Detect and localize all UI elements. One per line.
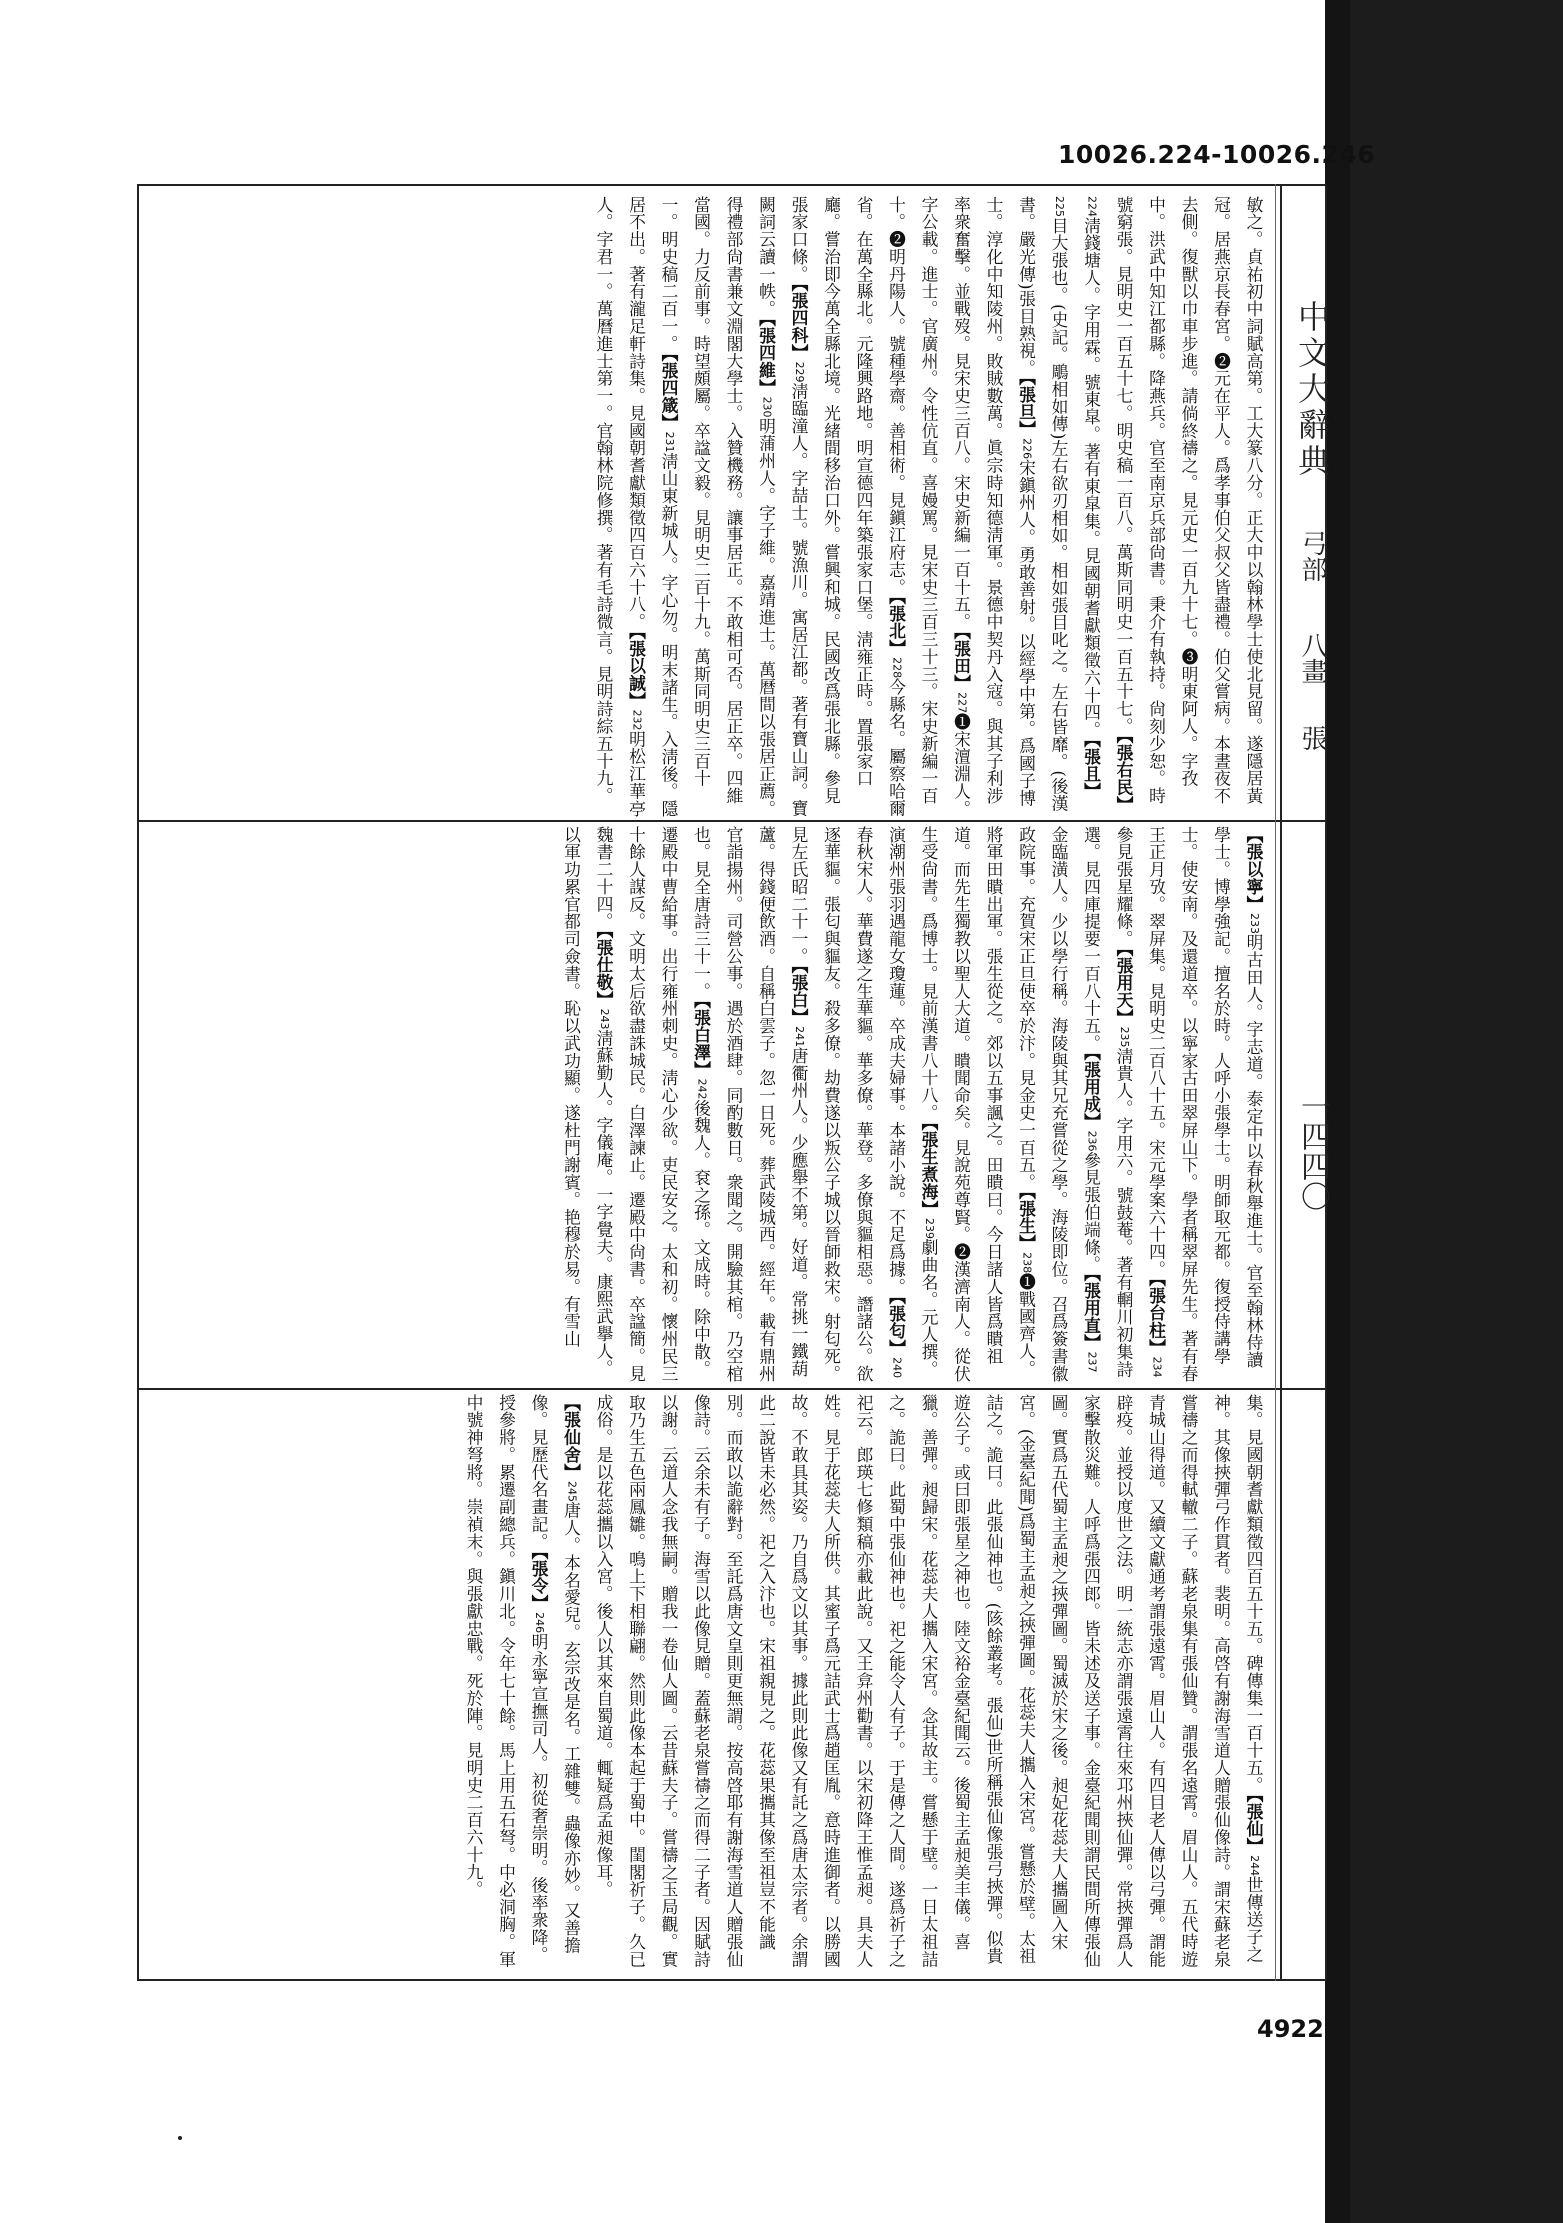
entry-text: ❶戰國齊人。將軍田瞶出軍。張生從之。郊以五事諷之。田瞶曰。今日諸人皆爲瞶祖道。而先生獨教以聖人大道。瞶聞命矣。見說苑尊賢。❷漢濟南人。從伏生受尙書。爲博士。見前漢書八十八。 [919, 826, 1037, 1383]
page-range-label: 10026.224-10026.246 [1058, 140, 1376, 169]
entry-number: 236 [1085, 1130, 1099, 1152]
scan-speck [178, 2136, 182, 2140]
entry-number: 243 [598, 1008, 611, 1030]
entry-number: 226 [1020, 438, 1034, 460]
entry-text: 參見張伯端條。 [1081, 1151, 1102, 1274]
entry-number: 244 [1248, 1855, 1261, 1877]
entry-headword: 【張令】 [529, 1550, 549, 1612]
dictionary-entry [594, 1394, 1264, 1968]
entry-text: 唐衢州人。少應舉不第。好道。常挑一鐵葫蘆。得錢便飲酒。自稱白雲子。忽一日死。葬武陵城西。經年。載有鼎州官詣揚州。司營公事。遇於酒肆。同酌數日。衆聞之。開驗其棺。乃空棺也。見全唐詩三十一。 [691, 826, 809, 1383]
entry-headword: 【張北】 [886, 595, 907, 658]
entry-number: 227 [955, 691, 969, 713]
entry-text: 春秋宋人。華費遂之生華貙。華多僚。華登。多僚與貙相惡。譖諸公。欲逐華貙。張匂與貙友。殺多僚。劫費遂以叛公子城以晉師救宋。射匂死。見左氏昭二十一。 [789, 826, 874, 1383]
entry-headword: 【張用成】 [1081, 1052, 1102, 1131]
entry-headword: 【張匂】 [886, 1295, 907, 1357]
entry-number: 234 [1150, 1356, 1164, 1378]
entry-headword: 【張生煮海】 [919, 1121, 939, 1218]
entry-text: 敏之。貞祐初中詞賦高第。工大篆八分。正大中以翰林學士使北見留。遂隱居黃冠。居燕京長春宮。❷元在平人。爲孝事伯父叔父皆盡禮。伯父嘗病。本晝夜不去側。復獸以巾車步進。請倘終禱之。見元史一百九十七。❸明東阿人。字孜中。洪武中知江都縣。降燕兵。官至南京兵部尙書。秉介有執持。尙刻少恕。時號窮張。見明史一百五十七。明史稿一百八。萬斯同明史一百五十七。 [1114, 196, 1264, 805]
entry-text: 淸貴人。字用六。號鼓菴。著有輞川初集詩選。見四庫提要一百八十五。 [1081, 826, 1134, 1378]
entry-text: ❶宋澶淵人。字公載。進士。官廣州。令性伉直。喜嫚罵。見宋史三百三十三。宋史新編一百十。❷明丹陽人。號種學齋。善相術。見鎭江府志。 [886, 196, 972, 818]
dictionary-panel-top [146, 196, 1270, 818]
entry-text: 世傳送子之神。其像挾彈弓作貫者。裴明。高啓有謝海雪道人贈張仙像詩。謂宋蘇老泉嘗禱之而得軾轍二子。蘇老泉集有張仙贊。謂張名遠霄。眉山人。五代時遊青城山得道。又續文獻通考謂張遠霄。眉山人。有四目老人傳以弓彈。謂能辟疫。並授以度世之法。明一統志亦謂張遠霄往來邛州挾仙彈。常挾彈爲人家擊散災難。人呼爲張四郎。皆未述及送子事。金臺紀聞則謂民間所傳張仙圖。實爲五代蜀主孟昶之挾彈圖。蜀滅於宋之後。昶妃花蕊夫人攜圖入宋宮。(金臺紀聞)爲蜀主孟昶之挾彈圖。花蕊夫人攜入宋宮。嘗懸於壁。太祖詰之。詭曰。此張仙神也。(陔餘叢考。張仙)世所稱張仙像張弓挾彈。似貴遊公子。或曰即張星之神也。陸文裕金臺紀聞云。後蜀主孟昶美丰儀。喜獵。善彈。昶歸宋。花蕊夫人攜入宋宮。念其故主。嘗懸于壁。一日太祖詰之。詭曰。此蜀中張仙神也。祀之能令人有子。于是傳之人間。遂爲祈子之祀云。郎瑛七修類稿亦載此說。又王弇州勸書。以宋初降王惟孟昶。具夫人姓。見于花蕊夫人所供。其蜜子爲元詰武士爲趙匡胤。意時進御者。以勝國故。不敢具其姿。乃自爲文以其事。據此則此像又有託之爲唐太宗者。余謂此二說皆未必然。祀之入汴也。宋祖親見之。花蕊果攜其像至祖豈不能識別。而敢以詭辭對。至託爲唐文皇則更無謂。按高啓耶有謝海雪道人贈張仙像詩。云余未有子。海雪以此像見贈。蓋蘇老泉嘗禱之而得二子者。因賦詩以謝。云道人念我無嗣。贈我一卷仙人圖。云昔蘇夫子。嘗禱之玉局觀。實取乃生五色兩鳳雛。鳴上下相聯翩。然則此像本起于蜀中。閨閣祈子。久已成俗。是以花蕊攜以入宮。後人以其來自蜀道。輒疑爲孟昶像耳。 [594, 1394, 1264, 1968]
entry-text: 明蒲州人。字子維。嘉靖進士。萬曆間以張居正薦。得禮部尙書兼文淵閣大學士。入贊機務。讓事居正。不敢相可否。居正卒。四維當國。力反前事。時望頗屬。卒諡文毅。見明史二百十九。萬斯同明史三百十一。明史稿二百一。 [659, 196, 777, 818]
radical-label: 弓部 [1297, 530, 1327, 583]
entry-headword: 【張用直】 [1081, 1273, 1102, 1352]
entry-number: 228 [890, 657, 904, 679]
book-binding-edge [1350, 0, 1563, 2223]
entry-columns [588, 196, 1271, 818]
dictionary-entry [1244, 1394, 1264, 1794]
entry-number: 229 [793, 361, 806, 383]
entry-number: 241 [793, 1026, 806, 1048]
entry-headword: 【張白澤】 [691, 999, 712, 1079]
entry-number: 230 [760, 396, 774, 418]
entry-text: 參見張星耀條。 [1114, 826, 1134, 948]
entry-headword: 【張生】 [1016, 1191, 1037, 1253]
dictionary-entry [1114, 196, 1264, 805]
entry-number: 245 [565, 1480, 579, 1502]
entry-headword: 【張且】 [1081, 738, 1102, 800]
entry-number: 246 [533, 1611, 546, 1633]
entry-columns [458, 1394, 1271, 1974]
entry-text: 後魏人。袞之孫。文成時。除中散。遷殿中曹給事。出行雍州刺史。淸心少欲。吏民安之。太和初。懷州民三十餘人謀反。文明太后欲盡誅城民。白澤諫止。遷殿中尙書。卒諡簡。見魏書二十四。 [594, 826, 712, 1383]
entry-headword: 【張旦】 [1016, 377, 1037, 439]
entry-number: 231 [663, 431, 676, 453]
dictionary-title: 中文大辭典 [1293, 300, 1331, 480]
entry-columns [555, 826, 1270, 1386]
entry-text: 明松江華亭人。字君一。萬曆進士第一。官翰林院修撰。著有毛詩微言。見明詩綜五十九。 [594, 196, 647, 818]
stroke-count-label: 八畫 [1297, 632, 1327, 685]
entry-number: 225 [1053, 196, 1066, 217]
panel-divider-upper [137, 820, 1327, 822]
entry-number: 237 [1085, 1351, 1099, 1373]
headword-label: 張 [1297, 724, 1327, 751]
entry-text: 淸山東新城人。字心勿。明末諸生。入淸後。隱居不出。著有瀧足軒詩集。見國朝耆獻類徵四百六十八。 [626, 196, 679, 818]
entry-headword: 【張四箴】 [659, 352, 679, 432]
entry-text: 集。見國朝耆獻類徵四百五十五。碑傳集一百十五。 [1244, 1394, 1264, 1794]
entry-text: 劇曲名。元人撰。演潮州張羽遇龍女瓊蓮。卒成夫婦事。本諸小說。不足爲據。 [886, 826, 939, 1378]
entry-headword: 【張田】 [951, 630, 972, 692]
entry-number: 240 [890, 1356, 904, 1378]
entry-number: 238 [1020, 1252, 1034, 1274]
entry-text: 宋鎭州人。勇敢善射。以經學中第。爲國子博士。淳化中知陵州。敗賊數萬。眞宗時知德淸軍。景德中契丹入寇。與其子利涉率衆奮擊。並戰歿。見宋史三百八。宋史新編一百十五。 [951, 196, 1037, 808]
entry-number: 239 [923, 1217, 936, 1239]
running-header [1291, 300, 1335, 1211]
entry-headword: 【張仕敬】 [594, 930, 614, 1009]
entry-text: 淸蘇勤人。字儀庵。一字覺夫。康熙武擧人。以軍功累官都司僉書。恥以武功顯。遂杜門謝賓。艳穆於易。有雪山 [561, 826, 614, 1378]
entry-headword: 【張四科】 [789, 282, 809, 362]
page-number: 4922 [1257, 2015, 1324, 2043]
entry-headword: 【張四維】 [756, 317, 777, 397]
entry-text: 淸錢塘人。字用霖。號東皐。著有東皐集。見國朝耆獻類徵六十四。 [1081, 217, 1102, 739]
entry-headword: 【張以寧】 [1244, 826, 1264, 913]
entry-headword: 【張仙】 [1244, 1793, 1264, 1856]
entry-headword: 【張以誠】 [626, 630, 647, 710]
panel-divider-lower [137, 1388, 1327, 1390]
header-rule-thick [1280, 184, 1282, 1981]
entry-headword: 【張仙舍】 [561, 1394, 582, 1481]
entry-headword: 【張台柱】 [1146, 1278, 1167, 1357]
entry-number: 232 [630, 709, 644, 731]
entry-text: 唐人。本名愛兒。玄宗改是名。工雜雙。蟲像亦妙。又善擔像。見歷代名畫記。 [529, 1394, 582, 1955]
entry-number: 235 [1118, 1026, 1131, 1048]
entry-headword: 【張右民】 [1114, 735, 1134, 814]
entry-text: 金臨潢人。少以學行稱。海陵與其兄充嘗從之學。海陵即位。召爲簽書徽政院事。充賀宋正旦使卒於汴。見金史一百五。 [1016, 826, 1069, 1383]
entry-text: 淸臨潼人。字喆士。號漁川。寓居江都。著有寶山詞。寶闕詞云讀一帙。 [756, 196, 809, 818]
header-rule-thin [1275, 184, 1276, 1981]
dictionary-entry [1082, 1052, 1102, 1273]
sheet-number: 一四四〇 [1295, 1090, 1330, 1211]
entry-number: 233 [1248, 912, 1261, 934]
entry-number: 242 [695, 1078, 709, 1100]
entry-headword: 【張用天】 [1114, 947, 1134, 1027]
entry-text: 明古田人。字志道。泰定中以春秋舉進士。官至翰林侍讀學士。博學強記。擅名於時。人呼小張學士。明師取元都。復授侍講學士。使安南。及還道卒。以寧家古田翠屏山下。學者稱翠屏先生。著有春王正月攷。翠屏集。見明史二百八十五。宋元學案六十四。 [1146, 826, 1264, 1383]
entry-text: 明永寧宣撫司人。初從奢崇明。後率衆降。授參將。累遷副總兵。鎭川北。令年七十餘。馬上用五石弩。中必洞胸。軍中號神弩將。崇禎末。與張獻忠戰。死於陣。見明史二百六十九。 [464, 1394, 549, 1968]
dictionary-panel-middle [146, 826, 1270, 1386]
dictionary-panel-bottom [146, 1394, 1270, 1974]
entry-text: 今縣名。屬察哈爾省。在萬全縣北。元隆興路地。明宣德四年築張家口堡。淸雍正時。置張家口廳。嘗治即今萬全縣北境。光緒間移治口外。嘗興和城。民國改爲張北縣。參見張家口條。 [789, 196, 907, 818]
entry-number: 224 [1085, 196, 1099, 217]
entry-headword: 【張白】 [789, 965, 809, 1027]
entry-text: 目大張也。(史記。鵰相如傳)左右欲刃相如。相如張目叱之。左右皆靡。(後漢書。嚴光傳)張目熟視。 [1016, 196, 1069, 813]
